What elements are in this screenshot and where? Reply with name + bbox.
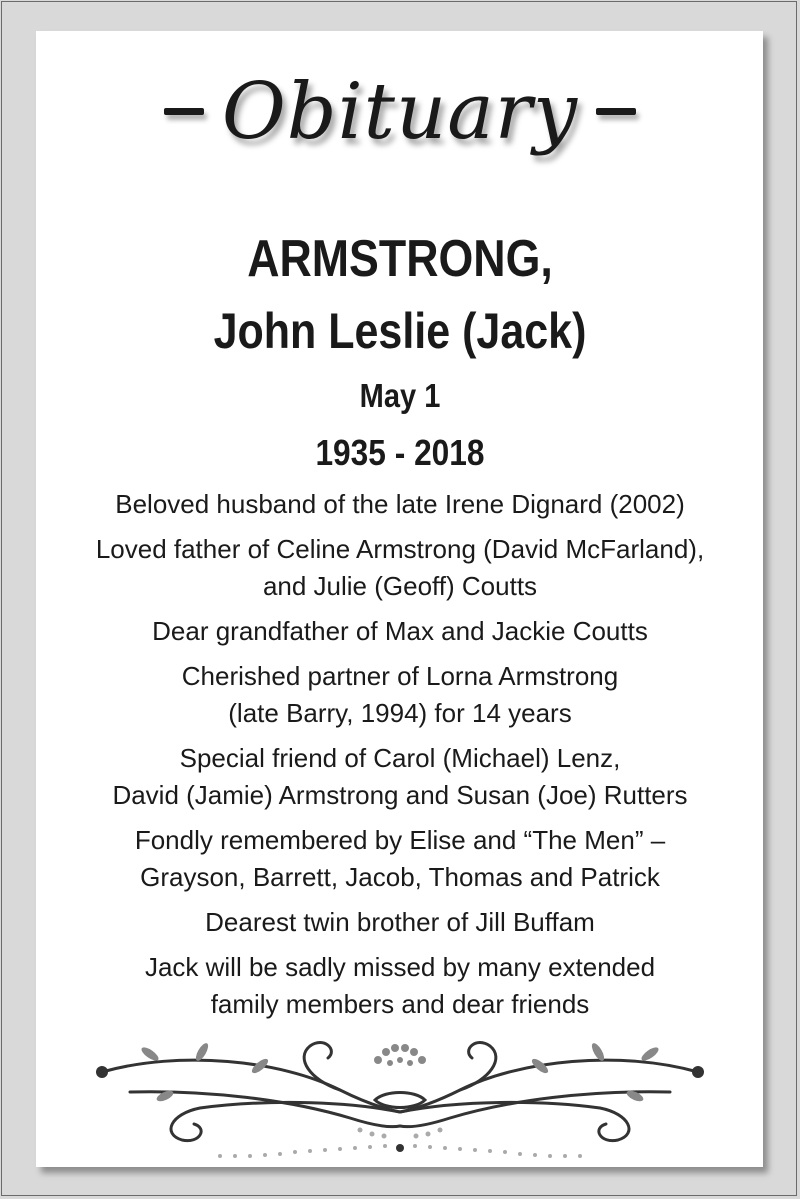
obituary-body [40,486,760,1031]
paragraph [40,613,760,650]
paragraph [40,949,760,1023]
text-line: Special friend of Carol (Michael) Lenz, [179,743,621,773]
heading [0,62,800,202]
text-line: Dearest twin brother of Jill Buffam [205,907,595,937]
given-name: John Leslie (Jack) [213,303,587,359]
paragraph [40,486,760,523]
text-line: Fondly remembered by Elise and “The Men” – [134,825,666,855]
floral-scroll-icon [90,1030,710,1160]
paragraph [40,740,760,814]
paragraph [40,822,760,896]
surname: ARMSTRONG, [247,230,553,288]
text-line: David (Jamie) Armstrong and Susan (Joe) Rutters [112,780,688,810]
paragraph [40,531,760,605]
obituary-title-row [0,62,800,162]
text-line: (late Barry, 1994) for 14 years [228,698,572,728]
text-line: Beloved husband of the late Irene Dignard (2002) [115,489,685,519]
right-dash-icon [596,108,636,115]
text-line: Loved father of Celine Armstrong (David McFarland), [95,534,705,564]
life-years: 1935 - 2018 [315,432,485,473]
text-line: Jack will be sadly missed by many extended [144,952,656,982]
left-dash-icon [164,108,204,115]
text-line: family members and dear friends [210,989,590,1019]
text-line: Cherished partner of Lorna Armstrong [181,661,619,691]
text-line: Grayson, Barrett, Jacob, Thomas and Patrick [140,862,660,892]
date-of-death: May 1 [359,377,441,414]
paragraph [40,658,760,732]
paragraph [40,904,760,941]
text-line: and Julie (Geoff) Coutts [262,571,538,601]
obituary-title: Obituary [221,67,579,157]
text-line: Dear grandfather of Max and Jackie Coutts [152,616,648,646]
